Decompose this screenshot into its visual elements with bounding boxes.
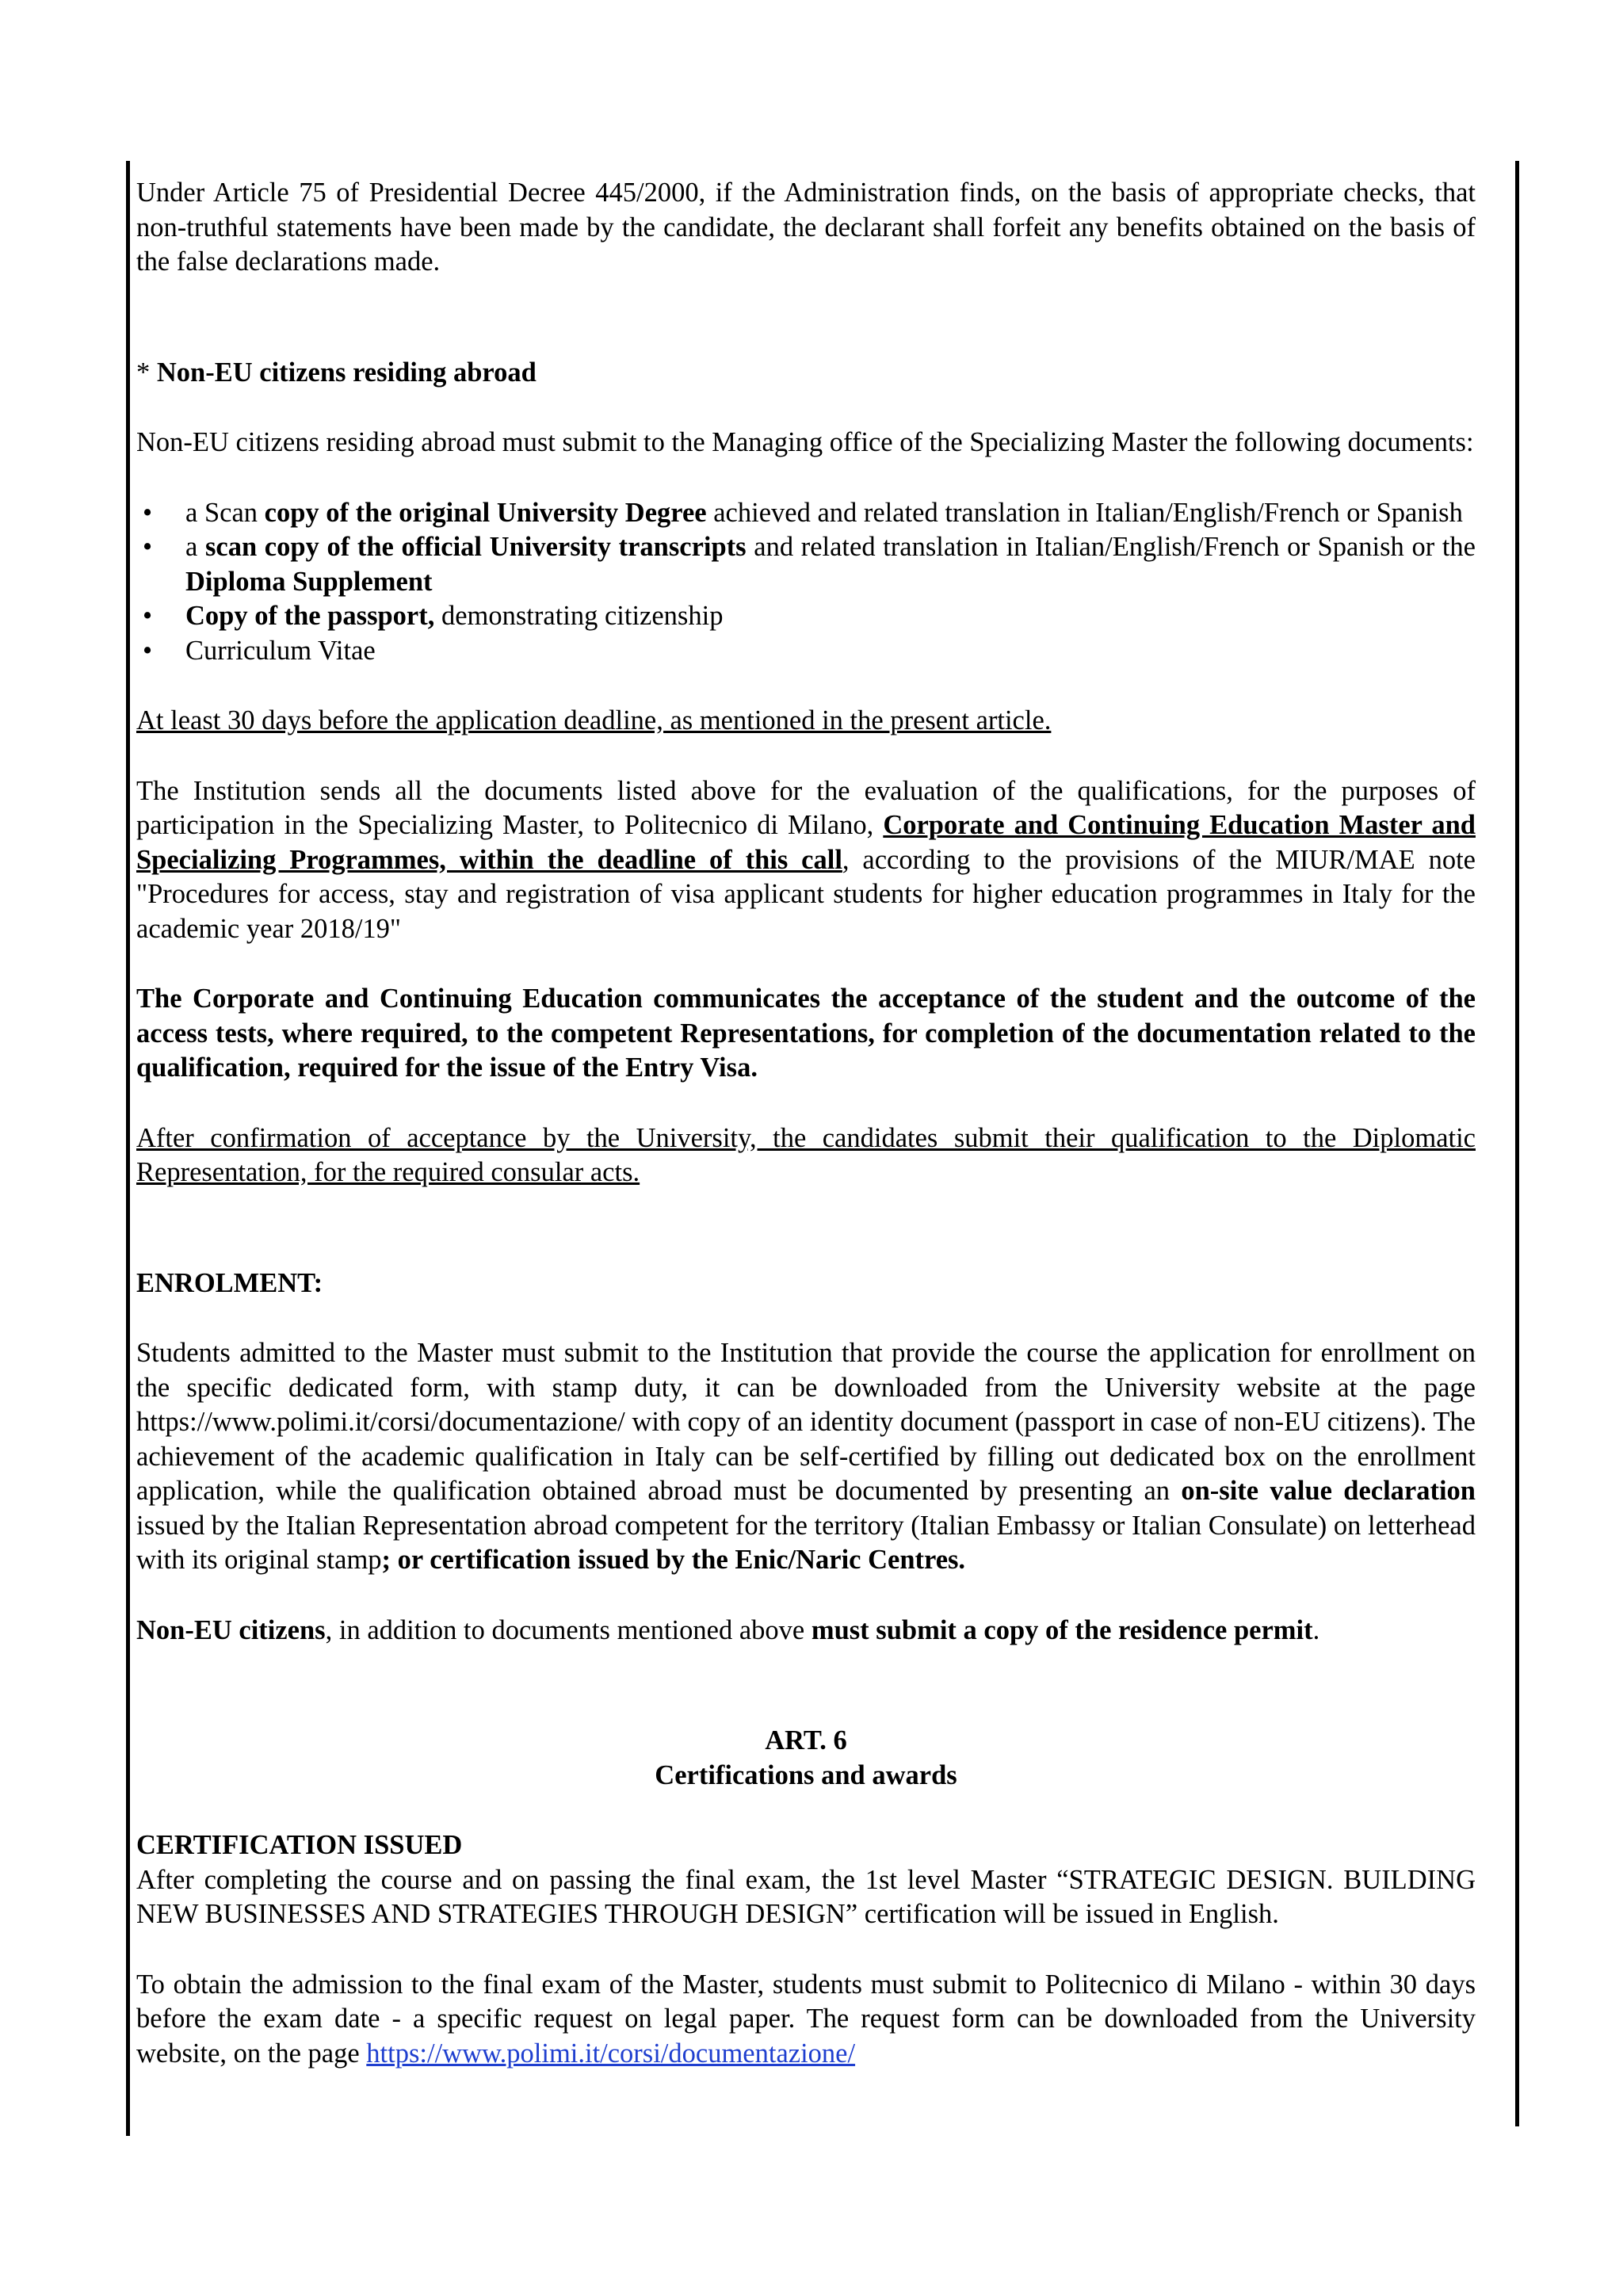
- section-heading-enrolment: ENROLMENT:: [136, 1267, 323, 1298]
- list-item: • Curriculum Vitae: [136, 634, 1476, 669]
- bullet-icon: •: [143, 635, 153, 666]
- bullet-icon: •: [143, 532, 153, 562]
- paragraph-institution-sends: The Institution sends all the documents listed above for the evaluation of the qualifications, for the purposes of participation in the Specializing Master, to Politecnico di Milano, Corporate and Continuing Education Master and Specializing Programmes, within the deadline of this call, according to the provisions of the MIUR/MAE note "Procedures for access, stay and registration of visa applicant students for higher education programmes in Italy for the academic year 2018/19": [136, 775, 1476, 944]
- bullet-icon: •: [143, 601, 153, 631]
- bullet-icon: •: [143, 497, 153, 528]
- section-heading-certification: CERTIFICATION ISSUED: [136, 1830, 463, 1860]
- paragraph-residence-permit: Non-EU citizens, in addition to documents mentioned above must submit a copy of the residence permit.: [136, 1614, 1320, 1645]
- paragraph-certification: After completing the course and on passing the final exam, the 1st level Master “STRATEGIC DESIGN. BUILDING NEW BUSINESSES AND STRATEGIES THROUGH DESIGN” certification will be issued in English.: [136, 1864, 1476, 1929]
- list-item: • Copy of the passport, demonstrating citizenship: [136, 599, 1476, 634]
- document-body: [136, 176, 1476, 2071]
- list-item: • a scan copy of the official University transcripts and related translation in Italian/English/French or Spanish or the Diploma Supplement: [143, 532, 1476, 597]
- article-title: Certifications and awards: [655, 1759, 957, 1790]
- documentation-link[interactable]: https://www.polimi.it/corsi/documentazione/: [366, 2038, 856, 2069]
- asterisk-marker: *: [136, 357, 157, 388]
- section-heading-non-eu: [136, 356, 1476, 391]
- paragraph-acceptance-communication: The Corporate and Continuing Education communicates the acceptance of the student and the outcome of the access tests, where required, to the competent Representations, for completion of the documentation related to the qualification, required for the issue of the Entry Visa.: [136, 984, 1476, 1083]
- right-margin-rule: [1515, 161, 1519, 2126]
- paragraph-non-eu-documents: Non-EU citizens residing abroad must submit to the Managing office of the Specializing Master the following documents:: [136, 427, 1474, 457]
- office-name: Corporate and Continuing Education Master and Specializing Programmes, within the deadline of this call: [136, 810, 1476, 875]
- paragraph-final-exam: To obtain the admission to the final exam of the Master, students must submit to Politecnico di Milano - within 30 days before the exam date - a specific request on legal paper. The request form can be downloaded from the University website, on the page https://www.polimi.it/corsi/documentazione/: [136, 1969, 1476, 2069]
- documents-list: [136, 496, 1476, 669]
- list-item: • a Scan copy of the original University Degree achieved and related translation in Italian/English/French or Spanish: [136, 496, 1476, 531]
- paragraph-enrolment: Students admitted to the Master must submit to the Institution that provide the course the application for enrollment on the specific dedicated form, with stamp duty, it can be downloaded from the University website at the page https://www.polimi.it/corsi/documentazione/ with copy of an identity document (passport in case of non-EU citizens). The achievement of the academic qualification in Italy can be self-certified by filling out dedicated box on the enrollment application, while the qualification obtained abroad must be documented by presenting an on-site value declaration issued by the Italian Representation abroad competent for the territory (Italian Embassy or Italian Consulate) on letterhead with its original stamp; or certification issued by the Enic/Naric Centres.: [136, 1338, 1476, 1575]
- paragraph-confirmation: After confirmation of acceptance by the University, the candidates submit their qualification to the Diplomatic Representation, for the required consular acts.: [136, 1122, 1476, 1187]
- article-number: ART. 6: [765, 1725, 847, 1755]
- left-margin-rule: [126, 161, 130, 2136]
- paragraph-article-75: Under Article 75 of Presidential Decree 445/2000, if the Administration finds, on the basis of appropriate checks, that non-truthful statements have been made by the candidate, the declarant shall forfeit any benefits obtained on the basis of the false declarations made.: [136, 178, 1476, 277]
- paragraph-deadline-note: At least 30 days before the application deadline, as mentioned in the present article.: [136, 705, 1052, 735]
- heading-non-eu-title: Non-EU citizens residing abroad: [156, 357, 537, 388]
